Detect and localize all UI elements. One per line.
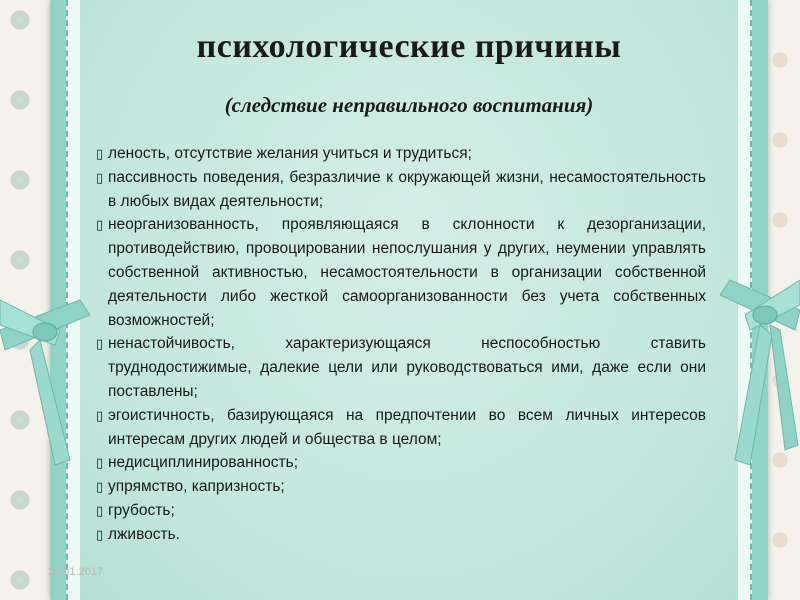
bullet-list	[96, 142, 706, 547]
list-item: ▯ неорганизованность, проявляющаяся в склонности к дезорганизации, противодействию, провоцировании непослушания у других, неумении управлять собственной активностью, несамостоятельности в организации собственной деятельности либо жесткой самоорганизованности без учета собственных возможностей;	[96, 213, 706, 332]
bullet-box-icon: ▯	[96, 479, 104, 495]
list-item: ▯ недисциплинированность;	[96, 451, 706, 475]
bullet-box-icon: ▯	[96, 169, 104, 185]
bullet-box-icon: ▯	[96, 146, 104, 161]
bullet-box-icon: ▯	[96, 217, 104, 233]
left-ribbon-bow-icon	[0, 270, 90, 470]
bullet-box-icon: ▯	[96, 455, 104, 471]
list-item: ▯ леность, отсутствие желания учиться и трудиться;	[96, 142, 706, 166]
right-ribbon-bow-icon	[720, 260, 800, 470]
list-item: ▯ эгоистичность, базирующаяся на предпочтении во всем личных интересов интересам других людей и общества в целом;	[96, 404, 706, 452]
slide-title: психологические причины	[196, 28, 622, 65]
list-item: ▯ грубость;	[96, 499, 706, 523]
bullet-box-icon: ▯	[96, 526, 104, 542]
slide-date: 25.01.2017	[48, 566, 104, 578]
list-item: ▯ ненастойчивость, характеризующаяся неспособностью ставить труднодостижимые, далекие цели или руководствоваться ими, даже если они поставлены;	[96, 332, 706, 403]
bullet-box-icon: ▯	[96, 336, 104, 352]
list-item: ▯ упрямство, капризность;	[96, 475, 706, 499]
bullet-box-icon: ▯	[96, 407, 104, 423]
slide-subtitle: (следствие неправильного воспитания)	[224, 93, 594, 117]
list-item: ▯ лживость.	[96, 523, 706, 547]
list-item: ▯ пассивность поведения, безразличие к окружающей жизни, несамостоятельность в любых видах деятельности;	[96, 166, 706, 214]
bullet-box-icon: ▯	[96, 502, 104, 518]
